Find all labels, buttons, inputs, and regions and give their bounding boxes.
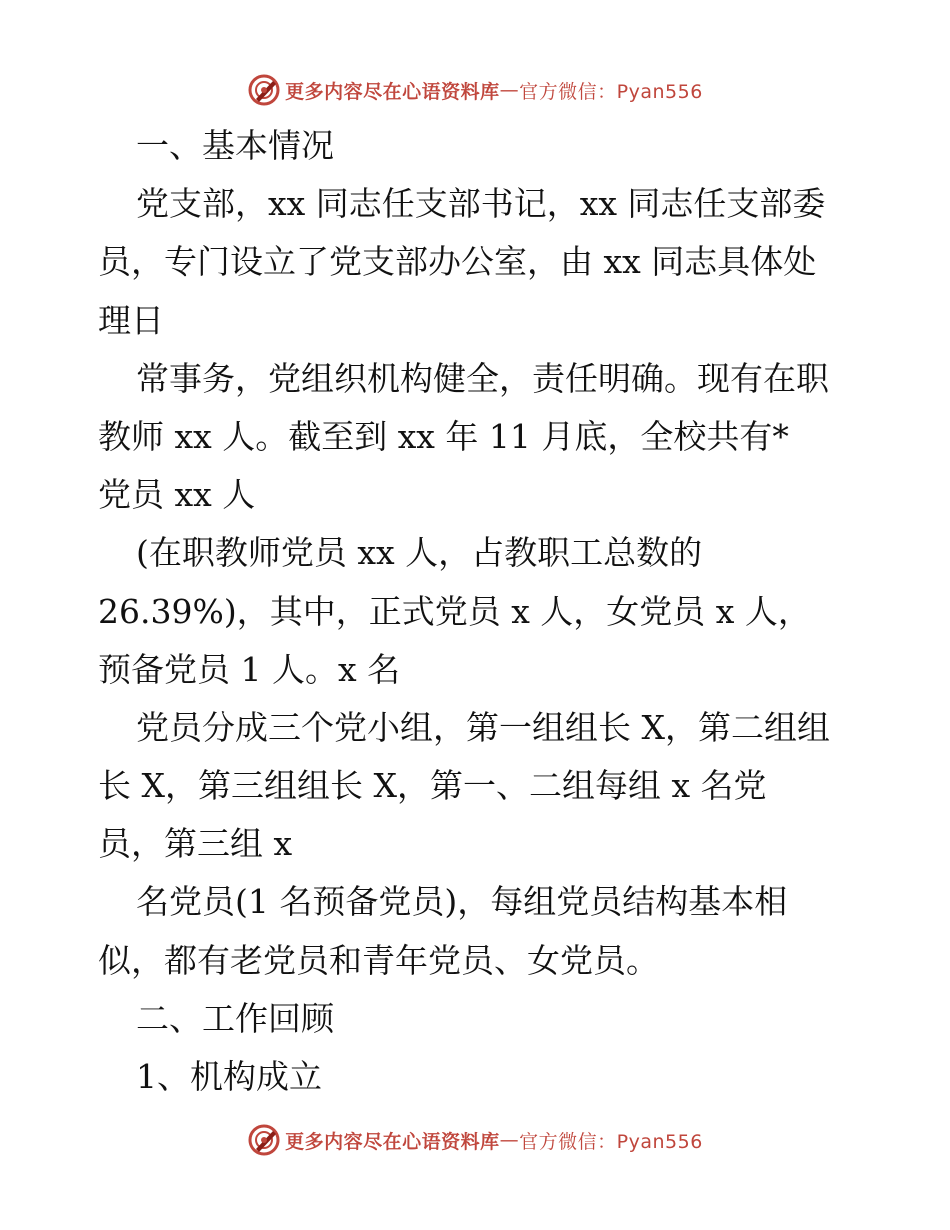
banner-brand: 更多内容尽在心语资料库 (285, 80, 500, 103)
banner-contact: 官方微信：Pyan556 (519, 1130, 703, 1153)
header-banner (0, 70, 950, 110)
logo-icon (247, 73, 281, 107)
logo-icon (247, 1123, 281, 1157)
banner-brand: 更多内容尽在心语资料库 (285, 1130, 500, 1153)
paragraph-line: 员，专门设立了党支部办公室，由 xx 同志具体处 (98, 242, 817, 282)
paragraph-line: 似，都有老党员和青年党员、女党员。 (98, 940, 659, 980)
paragraph-line: 长 X，第三组组长 X，第一、二组每组 x 名党 (98, 766, 767, 806)
section-heading: 二、工作回顾 (136, 998, 334, 1038)
subsection-heading: 1、机构成立 (136, 1057, 322, 1096)
paragraph-line: 党员分成三个党小组，第一组组长 X，第二组组 (136, 707, 830, 747)
paragraph-line: 26.39%)，其中，正式党员 x 人，女党员 x 人， (98, 591, 811, 631)
banner-separator: — (499, 79, 520, 101)
paragraph-line: (在职教师党员 xx 人，占教职工总数的 (136, 533, 703, 573)
banner-contact: 官方微信：Pyan556 (519, 80, 703, 103)
document-body (98, 117, 858, 1106)
paragraph-line: 员，第三组 x (98, 824, 293, 864)
paragraph-line: 常事务，党组织机构健全，责任明确。现有在职 (136, 358, 829, 398)
paragraph-line: 教师 xx 人。截至到 xx 年 11 月底，全校共有* (98, 416, 789, 456)
paragraph-line: 党员 xx 人 (98, 475, 256, 515)
paragraph-line: 预备党员 1 人。x 名 (98, 649, 401, 689)
banner-separator: — (499, 1129, 520, 1151)
paragraph-line: 名党员(1 名预备党员)，每组党员结构基本相 (136, 882, 788, 922)
paragraph-line: 理日 (98, 300, 164, 340)
section-heading: 一、基本情况 (136, 126, 334, 165)
footer-banner (0, 1120, 950, 1160)
paragraph-line: 党支部，xx 同志任支部书记，xx 同志任支部委 (136, 184, 826, 224)
